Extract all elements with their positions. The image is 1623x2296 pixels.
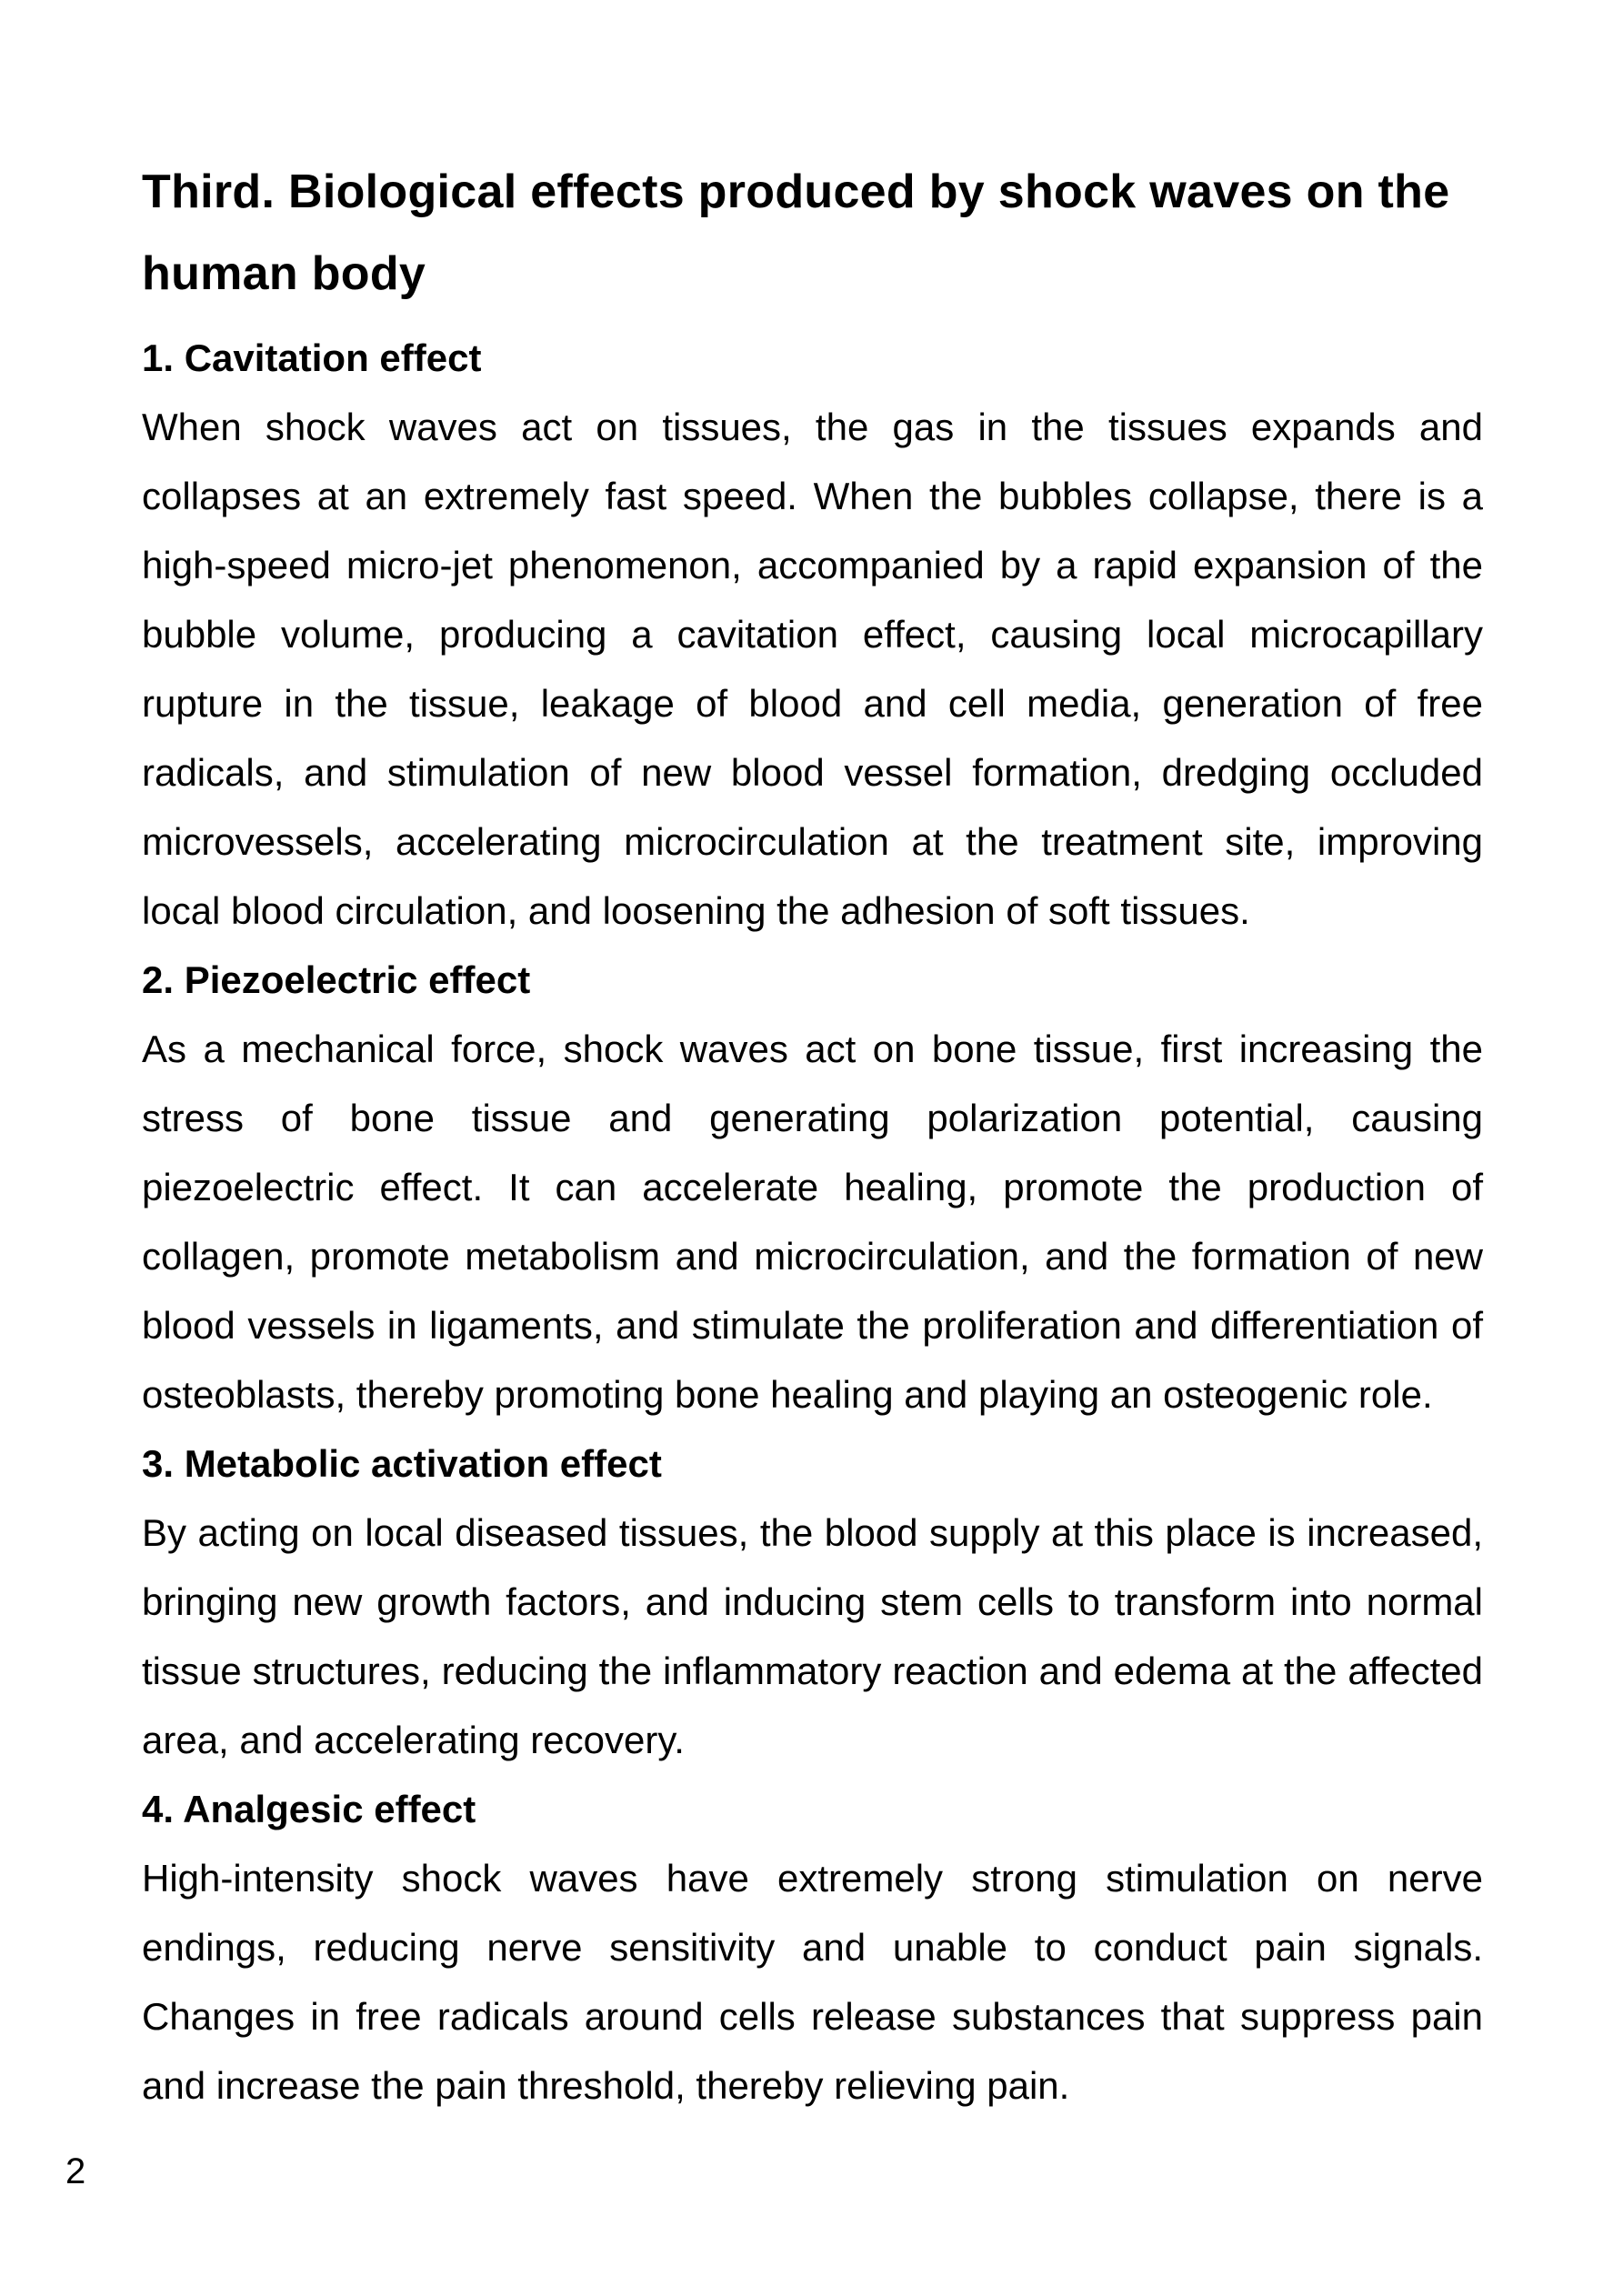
section-cavitation xyxy=(142,324,1483,946)
section-body-metabolic-activation: By acting on local diseased tissues, the blood supply at this place is increased, bringing new growth factors, and inducing stem cells to transform into normal tissue structures, reducing the inflammatory reaction and edema at the affected area, and accelerating recovery. xyxy=(142,1511,1483,1761)
section-heading-metabolic-activation: 3. Metabolic activation effect xyxy=(142,1442,662,1485)
section-metabolic-activation xyxy=(142,1429,1483,1775)
page-number: 2 xyxy=(65,2151,86,2191)
section-body-analgesic: High-intensity shock waves have extremely strong stimulation on nerve endings, reducing nerve sensitivity and unable to conduct pain signals. Changes in free radicals around cells release substances that suppress pain and increase the pain threshold, thereby relieving pain. xyxy=(142,1857,1483,2107)
section-body-cavitation: When shock waves act on tissues, the gas in the tissues expands and collapses at an extremely fast speed. When the bubbles collapse, there is a high-speed micro-jet phenomenon, accompanied by a rapid expansion of the bubble volume, producing a cavitation effect, causing local microcapillary rupture in the tissue, leakage of blood and cell media, generation of free radicals, and stimulation of new blood vessel formation, dredging occluded microvessels, accelerating microcirculation at the treatment site, improving local blood circulation, and loosening the adhesion of soft tissues. xyxy=(142,406,1483,932)
section-heading-cavitation: 1. Cavitation effect xyxy=(142,336,482,379)
document-title: Third. Biological effects produced by shock waves on the human body xyxy=(142,165,1450,300)
section-heading-piezoelectric: 2. Piezoelectric effect xyxy=(142,958,531,1001)
section-body-piezoelectric: As a mechanical force, shock waves act on bone tissue, first increasing the stress of bone tissue and generating polarization potential, causing piezoelectric effect. It can accelerate healing, promote the production of collagen, promote metabolism and microcirculation, and the formation of new blood vessels in ligaments, and stimulate the proliferation and differentiation of osteoblasts, thereby promoting bone healing and playing an osteogenic role. xyxy=(142,1028,1483,1416)
section-analgesic xyxy=(142,1775,1483,2121)
section-heading-analgesic: 4. Analgesic effect xyxy=(142,1788,476,1830)
section-piezoelectric xyxy=(142,946,1483,1429)
